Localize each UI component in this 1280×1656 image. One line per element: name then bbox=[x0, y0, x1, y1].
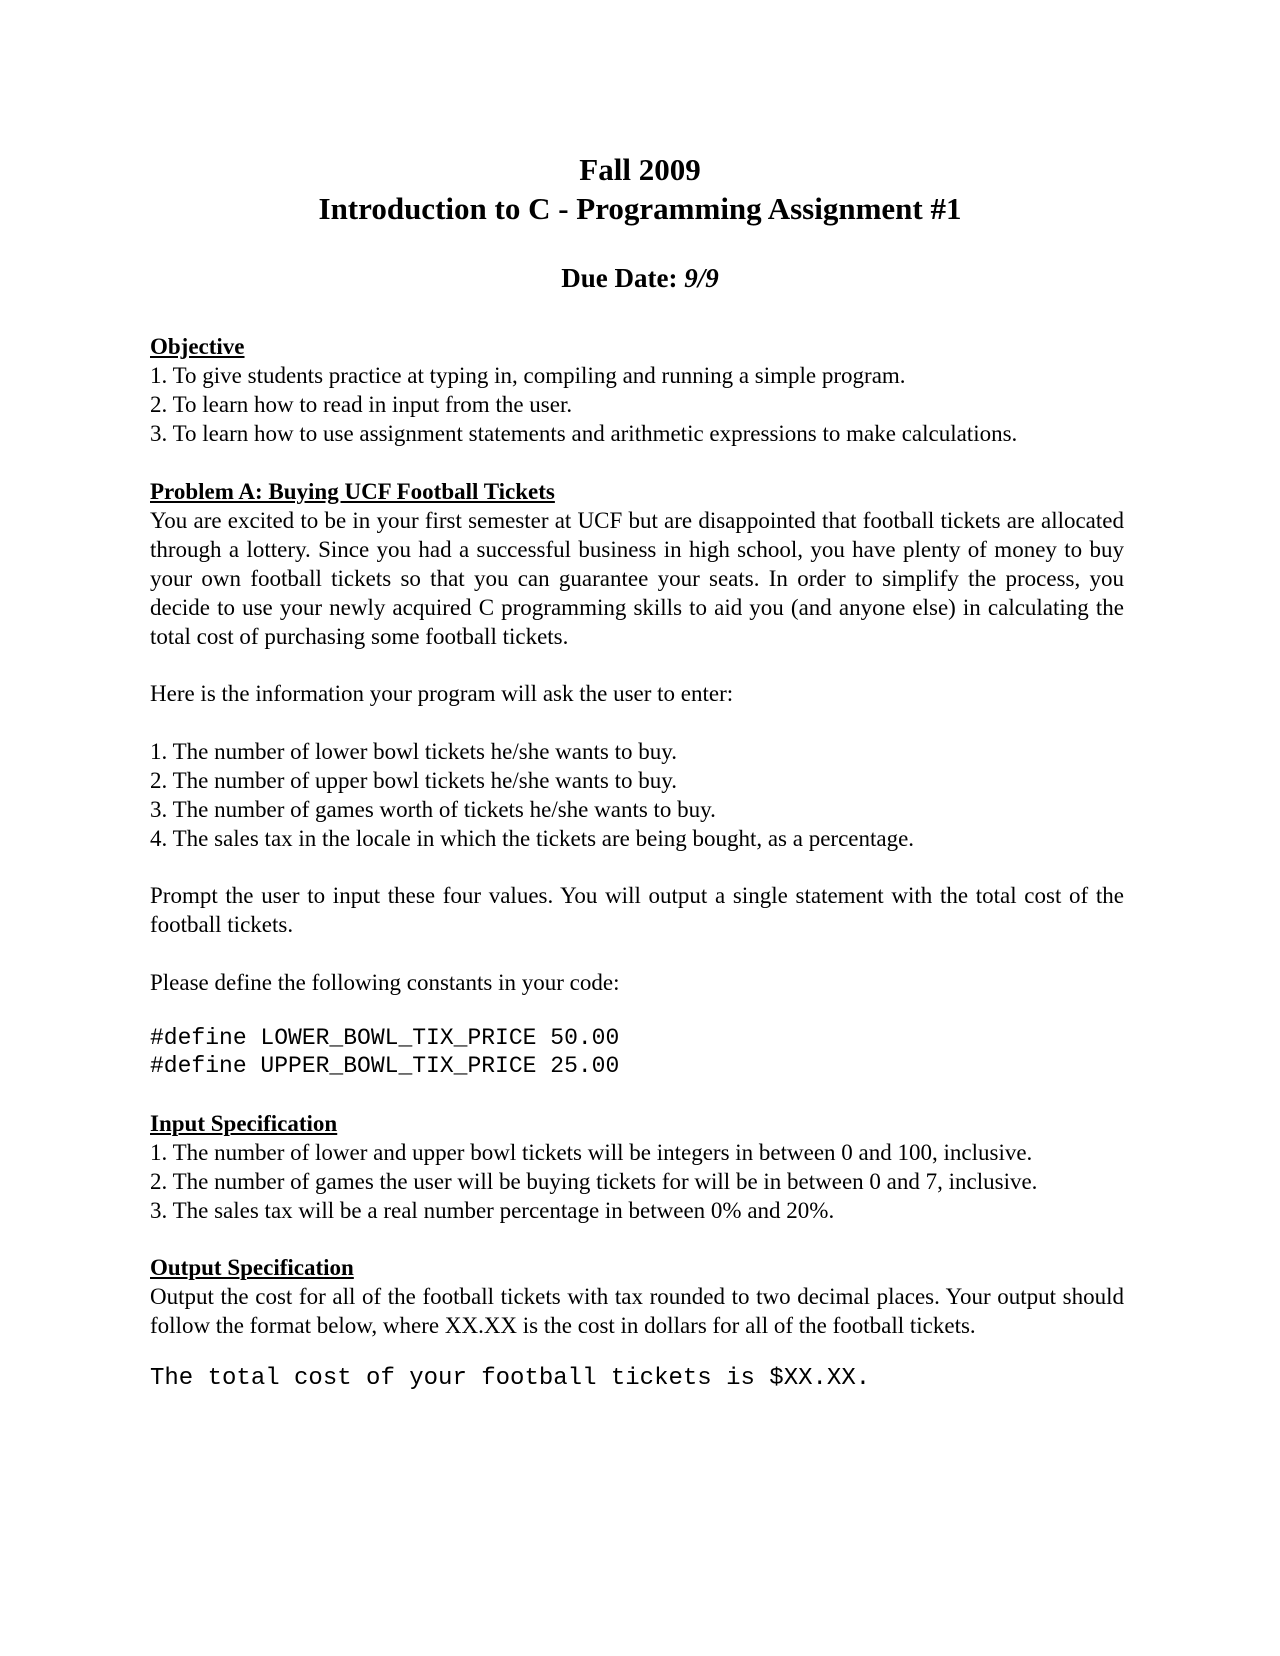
input-list-item: 1. The number of lower bowl tickets he/she wants to buy. bbox=[150, 739, 677, 764]
output-spec-heading: Output Specification bbox=[150, 1255, 354, 1280]
objective-item: 3. To learn how to use assignment statements and arithmetic expressions to make calculations. bbox=[150, 421, 1018, 446]
constants-code bbox=[150, 1024, 1124, 1080]
due-date-value: 9/9 bbox=[684, 263, 719, 293]
problem-intro: You are excited to be in your first semester at UCF but are disappointed that football tickets are allocated through a lottery. Since you had a successful business in high school, you have plenty of money to buy your own football tickets so that you can guarantee your seats. In order to simplify the process, you decide to use your newly acquired C programming skills to aid you (and anyone else) in calculating the total cost of purchasing some football tickets. bbox=[150, 508, 1124, 649]
input-list-item: 2. The number of upper bowl tickets he/she wants to buy. bbox=[150, 768, 677, 793]
objective-item: 2. To learn how to read in input from the user. bbox=[150, 392, 573, 417]
semester-title: Fall 2009 bbox=[579, 152, 701, 187]
prompt-paragraph: Prompt the user to input these four values. You will output a single statement with the total cost of the football tickets. bbox=[150, 883, 1124, 937]
constant-define-line: #define UPPER_BOWL_TIX_PRICE 25.00 bbox=[150, 1053, 620, 1079]
info-prompt: Here is the information your program will ask the user to enter: bbox=[150, 681, 734, 706]
output-spec-section bbox=[150, 1253, 1124, 1340]
input-list bbox=[150, 737, 1124, 853]
input-list-item: 4. The sales tax in the locale in which the tickets are being bought, as a percentage. bbox=[150, 826, 915, 851]
input-spec-item: 1. The number of lower and upper bowl tickets will be integers in between 0 and 100, inclusive. bbox=[150, 1140, 1033, 1165]
course-title: Introduction to C - Programming Assignment #1 bbox=[318, 191, 962, 226]
input-spec-item: 2. The number of games the user will be buying tickets for will be in between 0 and 7, inclusive. bbox=[150, 1169, 1038, 1194]
due-date-label: Due Date: bbox=[561, 263, 678, 293]
objective-heading: Objective bbox=[150, 334, 245, 359]
input-list-item: 3. The number of games worth of tickets he/she wants to buy. bbox=[150, 797, 716, 822]
problem-section bbox=[150, 477, 1124, 651]
objective-item: 1. To give students practice at typing in, compiling and running a simple program. bbox=[150, 363, 906, 388]
due-date-line bbox=[0, 258, 1280, 298]
input-spec-section bbox=[150, 1109, 1124, 1225]
sample-output: The total cost of your football tickets is $XX.XX. bbox=[150, 1365, 871, 1392]
input-spec-item: 3. The sales tax will be a real number percentage in between 0% and 20%. bbox=[150, 1198, 835, 1223]
input-spec-heading: Input Specification bbox=[150, 1111, 338, 1136]
objective-section bbox=[150, 332, 1124, 448]
output-spec-text: Output the cost for all of the football tickets with tax rounded to two decimal places. Your output should follow the format below, where XX.XX is the cost in dollars for all of the football tickets. bbox=[150, 1284, 1124, 1338]
problem-heading: Problem A: Buying UCF Football Tickets bbox=[150, 479, 555, 504]
constant-define-line: #define LOWER_BOWL_TIX_PRICE 50.00 bbox=[150, 1025, 620, 1051]
constants-intro: Please define the following constants in your code: bbox=[150, 970, 620, 995]
